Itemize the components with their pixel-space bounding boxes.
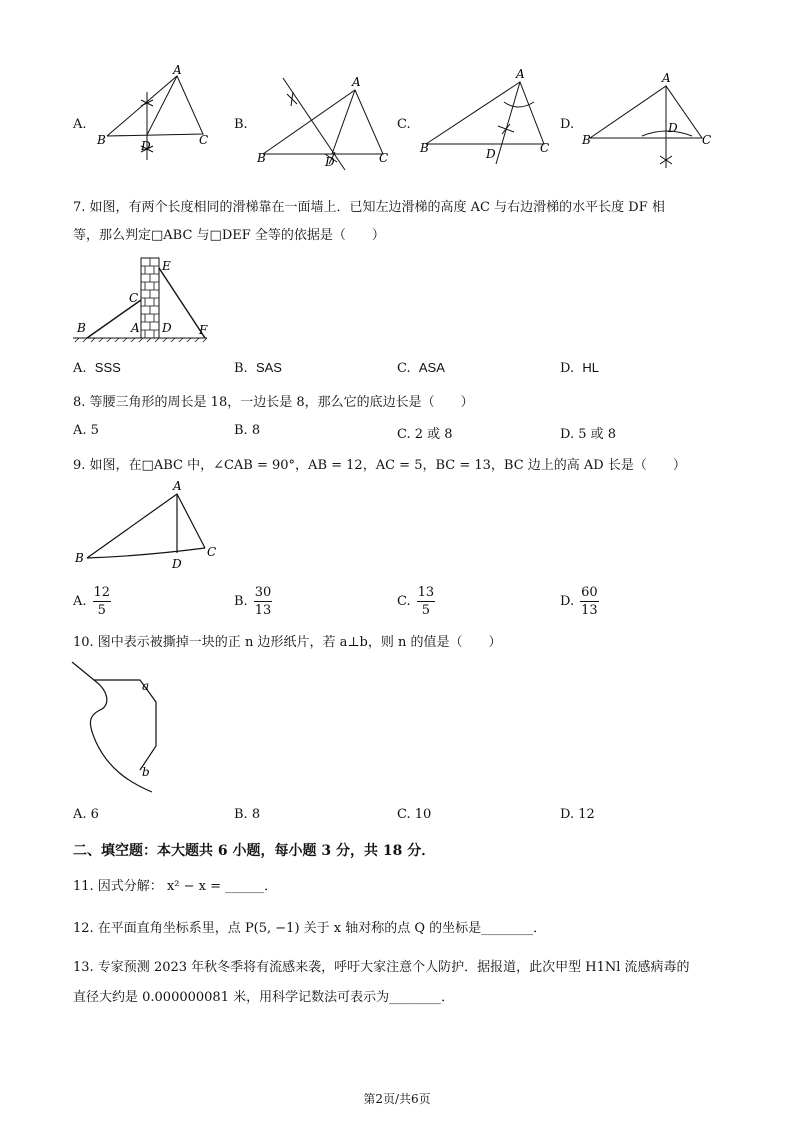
q6-figure-a xyxy=(95,62,215,166)
q6-figure-b xyxy=(255,72,395,176)
q12-stem: 12. 在平面直角坐标系里，点 P(5, −1) 关于 x 轴对称的点 Q 的坐标是________． xyxy=(73,921,547,936)
q7-option-c xyxy=(397,360,445,376)
q9-option-c-num: 13 xyxy=(417,585,435,600)
q6d-label-c: C xyxy=(702,133,712,147)
q6-option-a-letter: A. xyxy=(73,117,87,132)
q6-figure-d xyxy=(580,72,720,176)
page-footer: 第2页/共6页 xyxy=(363,1092,431,1106)
section-2-title: 二、填空题：本大题共 6 小题，每小题 3 分，共 18 分． xyxy=(73,843,436,859)
q8-option-c-letter: C. xyxy=(397,427,411,442)
q7-label-b: B xyxy=(77,321,86,335)
q8-option-a-letter: A. xyxy=(73,423,87,438)
q7-label-e: E xyxy=(162,259,171,273)
q9-option-a-num: 12 xyxy=(93,585,111,600)
q6b-label-a: A xyxy=(352,75,361,89)
q7-label-f: F xyxy=(199,323,208,337)
q9-option-c-fraction xyxy=(417,584,436,619)
q10-option-c-text: 10 xyxy=(414,807,432,822)
q7-option-a-text: SSS xyxy=(94,360,121,375)
q9-label-b: B xyxy=(75,551,84,565)
q7-option-d-text: HL xyxy=(582,360,599,375)
q10-option-c-letter: C. xyxy=(397,807,411,822)
q9-option-a-fraction xyxy=(93,584,112,619)
q6d-label-d: D xyxy=(668,121,678,135)
q9-option-c xyxy=(397,584,435,619)
q9-option-d-den: 13 xyxy=(581,603,598,618)
q9-option-b-fraction xyxy=(254,584,273,619)
q6-option-b-letter: B. xyxy=(234,117,248,132)
q8-option-d xyxy=(560,423,616,442)
q9-label-d: D xyxy=(172,557,182,571)
q8-option-c-text: 2 或 8 xyxy=(414,427,453,442)
q6c-label-d: D xyxy=(486,147,496,161)
q9-option-a xyxy=(73,584,111,619)
q6a-label-c: C xyxy=(199,133,209,147)
q7-option-d-letter: D. xyxy=(560,361,575,376)
q7-option-b-letter: B. xyxy=(234,361,248,376)
q9-option-c-letter: C. xyxy=(397,594,411,609)
q6-option-c-letter: C. xyxy=(397,117,411,132)
q6a-label-b: B xyxy=(97,133,106,147)
q8-option-d-text: 5 或 8 xyxy=(578,427,617,442)
q7-stem-line1: 7. 如图，有两个长度相同的滑梯靠在一面墙上．已知左边滑梯的高度 AC 与右边滑梯的水平长度 DF 相 xyxy=(73,200,665,215)
q6a-label-a: A xyxy=(173,63,182,77)
q9-label-a: A xyxy=(173,479,182,493)
q9-option-a-den: 5 xyxy=(97,603,106,618)
q8-option-b-text: 8 xyxy=(251,423,261,438)
q10-stem: 10. 图中表示被撕掉一块的正 n 边形纸片，若 a⊥b，则 n 的值是（ ） xyxy=(73,635,502,650)
q6-figure-c xyxy=(418,68,558,172)
q6a-label-d: D xyxy=(141,139,151,153)
q6d-label-a: A xyxy=(662,71,671,85)
q6d-label-b: B xyxy=(582,133,591,147)
q7-stem-line2: 等，那么判定□ABC 与□DEF 全等的依据是（ ） xyxy=(73,228,385,243)
q9-option-c-den: 5 xyxy=(421,603,431,618)
q10-option-d xyxy=(560,807,595,822)
q11-stem: 11. 因式分解： x² − x = ______． xyxy=(73,879,278,894)
q10-option-b-text: 8 xyxy=(251,807,261,822)
q8-option-b-letter: B. xyxy=(234,423,248,438)
q9-figure xyxy=(73,480,233,579)
q10-option-b xyxy=(234,807,260,822)
q7-option-d xyxy=(560,360,599,376)
q10-option-b-letter: B. xyxy=(234,807,248,822)
q9-option-b xyxy=(234,584,272,619)
q7-option-a-letter: A. xyxy=(73,361,87,376)
q9-option-d-num: 60 xyxy=(581,585,598,600)
q13-stem-line2: 直径大约是 0.000000081 米，用科学记数法可表示为________． xyxy=(73,990,455,1005)
q7-label-c: C xyxy=(129,291,139,305)
q10-option-d-text: 12 xyxy=(578,807,595,822)
q10-option-d-letter: D. xyxy=(560,807,575,822)
q9-option-d-fraction xyxy=(580,584,599,619)
q13-stem-line1: 13. 专家预测 2023 年秋冬季将有流感来袭，呼吁大家注意个人防护．据报道，此次甲型 H1Nl 流感病毒的 xyxy=(73,960,690,975)
q7-option-c-text: ASA xyxy=(418,360,445,375)
q6c-label-a: A xyxy=(516,67,525,81)
q6c-label-b: B xyxy=(420,141,429,155)
q6-option-d-letter: D. xyxy=(560,117,575,132)
q9-option-d-letter: D. xyxy=(560,594,575,609)
q9-option-b-letter: B. xyxy=(234,594,248,609)
q9-stem: 9. 如图，在□ABC 中，∠CAB = 90°，AB = 12，AC = 5，BC = 13，BC 边上的高 AD 长是（ ） xyxy=(73,458,686,473)
q8-option-d-letter: D. xyxy=(560,427,575,442)
q6b-label-b: B xyxy=(257,151,266,165)
q10-option-a-text: 6 xyxy=(90,807,99,822)
q7-label-d: D xyxy=(162,321,172,335)
q8-option-c xyxy=(397,423,453,442)
q10-label-b: b xyxy=(142,765,150,779)
q9-option-b-den: 13 xyxy=(254,603,272,618)
q8-option-a xyxy=(73,423,99,438)
q9-option-a-letter: A. xyxy=(73,594,87,609)
q7-option-c-letter: C. xyxy=(397,361,411,376)
q6b-label-d: D xyxy=(325,155,335,169)
q7-figure xyxy=(73,254,213,353)
q10-option-c xyxy=(397,807,431,822)
q6c-label-c: C xyxy=(540,141,550,155)
q7-option-a xyxy=(73,360,121,376)
q9-label-c: C xyxy=(207,545,217,559)
q10-figure xyxy=(70,658,170,802)
q8-stem: 8. 等腰三角形的周长是 18，一边长是 8，那么它的底边长是（ ） xyxy=(73,395,474,410)
q8-option-a-text: 5 xyxy=(90,423,99,438)
q10-label-a: a xyxy=(142,679,150,693)
q9-option-d xyxy=(560,584,599,619)
q7-option-b-text: SAS xyxy=(255,360,282,375)
q7-label-a: A xyxy=(131,321,140,335)
q10-option-a-letter: A. xyxy=(73,807,87,822)
q9-option-b-num: 30 xyxy=(254,585,272,600)
q10-option-a xyxy=(73,807,99,822)
q6b-label-c: C xyxy=(379,151,389,165)
q7-option-b xyxy=(234,360,282,376)
q8-option-b xyxy=(234,423,260,438)
